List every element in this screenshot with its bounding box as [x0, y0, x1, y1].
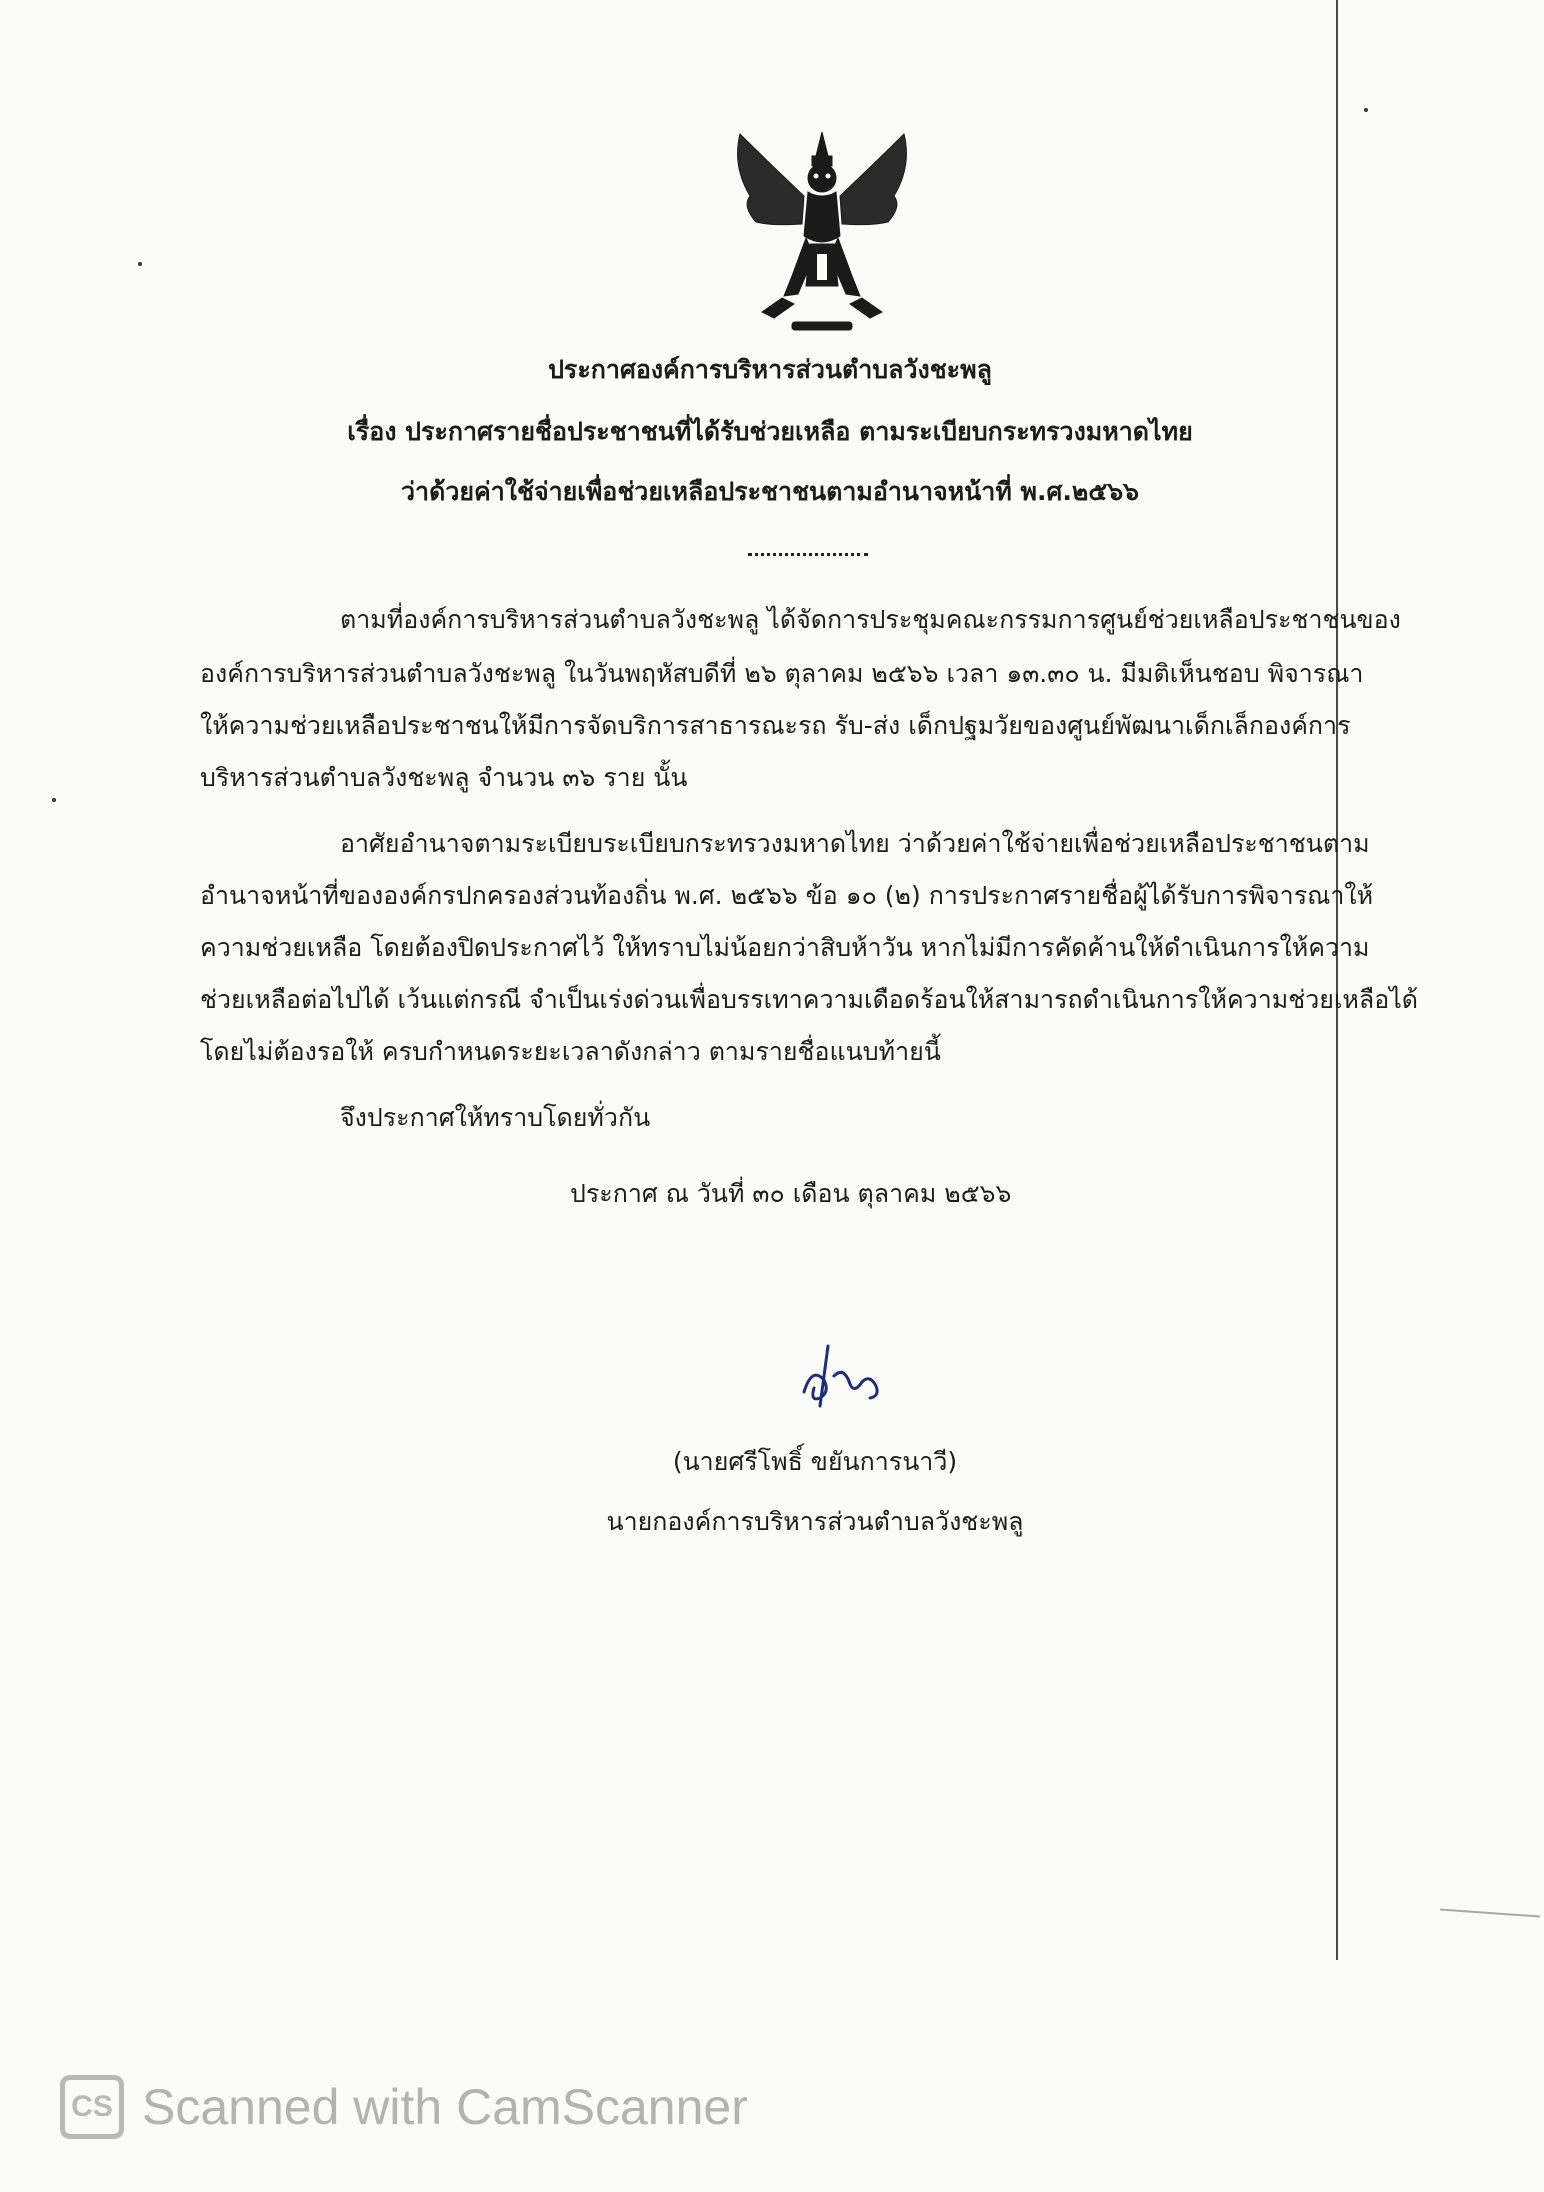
scan-speck — [1364, 108, 1368, 112]
camscanner-logo-icon: CS — [60, 2075, 124, 2139]
para1-line: ให้ความช่วยเหลือประชาชนให้มีการจัดบริการสาธารณะรถ รับ-ส่ง เด็กปฐมวัยของศูนย์พัฒนาเด็กเล็กองค์การ — [200, 711, 1351, 740]
signatory-position: นายกองค์การบริหารส่วนตำบลวังชะพลู — [606, 1507, 1024, 1536]
para2-line: ช่วยเหลือต่อไปได้ เว้นแต่กรณี จำเป็นเร่งด่วนเพื่อบรรเทาความเดือดร้อนให้สามารถดำเนินการให้ความช่วยเหลือได้ — [200, 985, 1419, 1014]
para2-line: อำนาจหน้าที่ขององค์กรปกครองส่วนท้องถิ่น พ.ศ. ๒๕๖๖ ข้อ ๑๐ (๒) การประกาศรายชื่อผู้ได้รับการพิจารณาให้ — [200, 881, 1374, 910]
subject-line-2: ว่าด้วยค่าใช้จ่ายเพื่อช่วยเหลือประชาชนตามอำนาจหน้าที่ พ.ศ.๒๕๖๖ — [401, 477, 1139, 506]
para1-line: องค์การบริหารส่วนตำบลวังชะพลู ในวันพฤหัสบดีที่ ๒๖ ตุลาคม ๒๕๖๖ เวลา ๑๓.๓๐ น. มีมติเห็นชอบ พิจารณา — [200, 659, 1364, 688]
closing-statement: จึงประกาศให้ทราบโดยทั่วกัน — [340, 1103, 651, 1132]
announcement-date: ประกาศ ณ วันที่ ๓๐ เดือน ตุลาคม ๒๕๖๖ — [570, 1179, 1012, 1208]
para2-line: โดยไม่ต้องรอให้ ครบกำหนดระยะเวลาดังกล่าว ตามรายชื่อแนบท้ายนี้ — [200, 1037, 941, 1066]
scan-speck — [138, 262, 142, 266]
scan-speck — [52, 798, 56, 802]
scan-mark — [1440, 1909, 1540, 1918]
dotted-divider — [748, 553, 868, 556]
para2-line: ความช่วยเหลือ โดยต้องปิดประกาศไว้ ให้ทราบไม่น้อยกว่าสิบห้าวัน หากไม่มีการคัดค้านให้ดำเนินการให้ความ — [200, 933, 1370, 962]
handwritten-signature — [790, 1336, 900, 1416]
watermark-text: Scanned with CamScanner — [142, 2079, 748, 2135]
para1-line: บริหารส่วนตำบลวังชะพลู จำนวน ๓๖ ราย นั้น — [200, 763, 688, 792]
garuda-emblem — [722, 126, 922, 338]
para2-line: อาศัยอำนาจตามระเบียบระเบียบกระทรวงมหาดไทย ว่าด้วยค่าใช้จ่ายเพื่อช่วยเหลือประชาชนตาม — [340, 829, 1370, 858]
camscanner-watermark — [60, 2072, 748, 2142]
signatory-name: (นายศรีโพธิ์ ขยันการนาวี) — [672, 1447, 958, 1476]
subject-line-1: เรื่อง ประกาศรายชื่อประชาชนที่ได้รับช่วยเหลือ ตามระเบียบกระทรวงมหาดไทย — [347, 417, 1193, 446]
para1-line: ตามที่องค์การบริหารส่วนตำบลวังชะพลู ได้จัดการประชุมคณะกรรมการศูนย์ช่วยเหลือประชาชนของ — [340, 605, 1401, 634]
announcement-title: ประกาศองค์การบริหารส่วนตำบลวังชะพลู — [548, 355, 992, 384]
